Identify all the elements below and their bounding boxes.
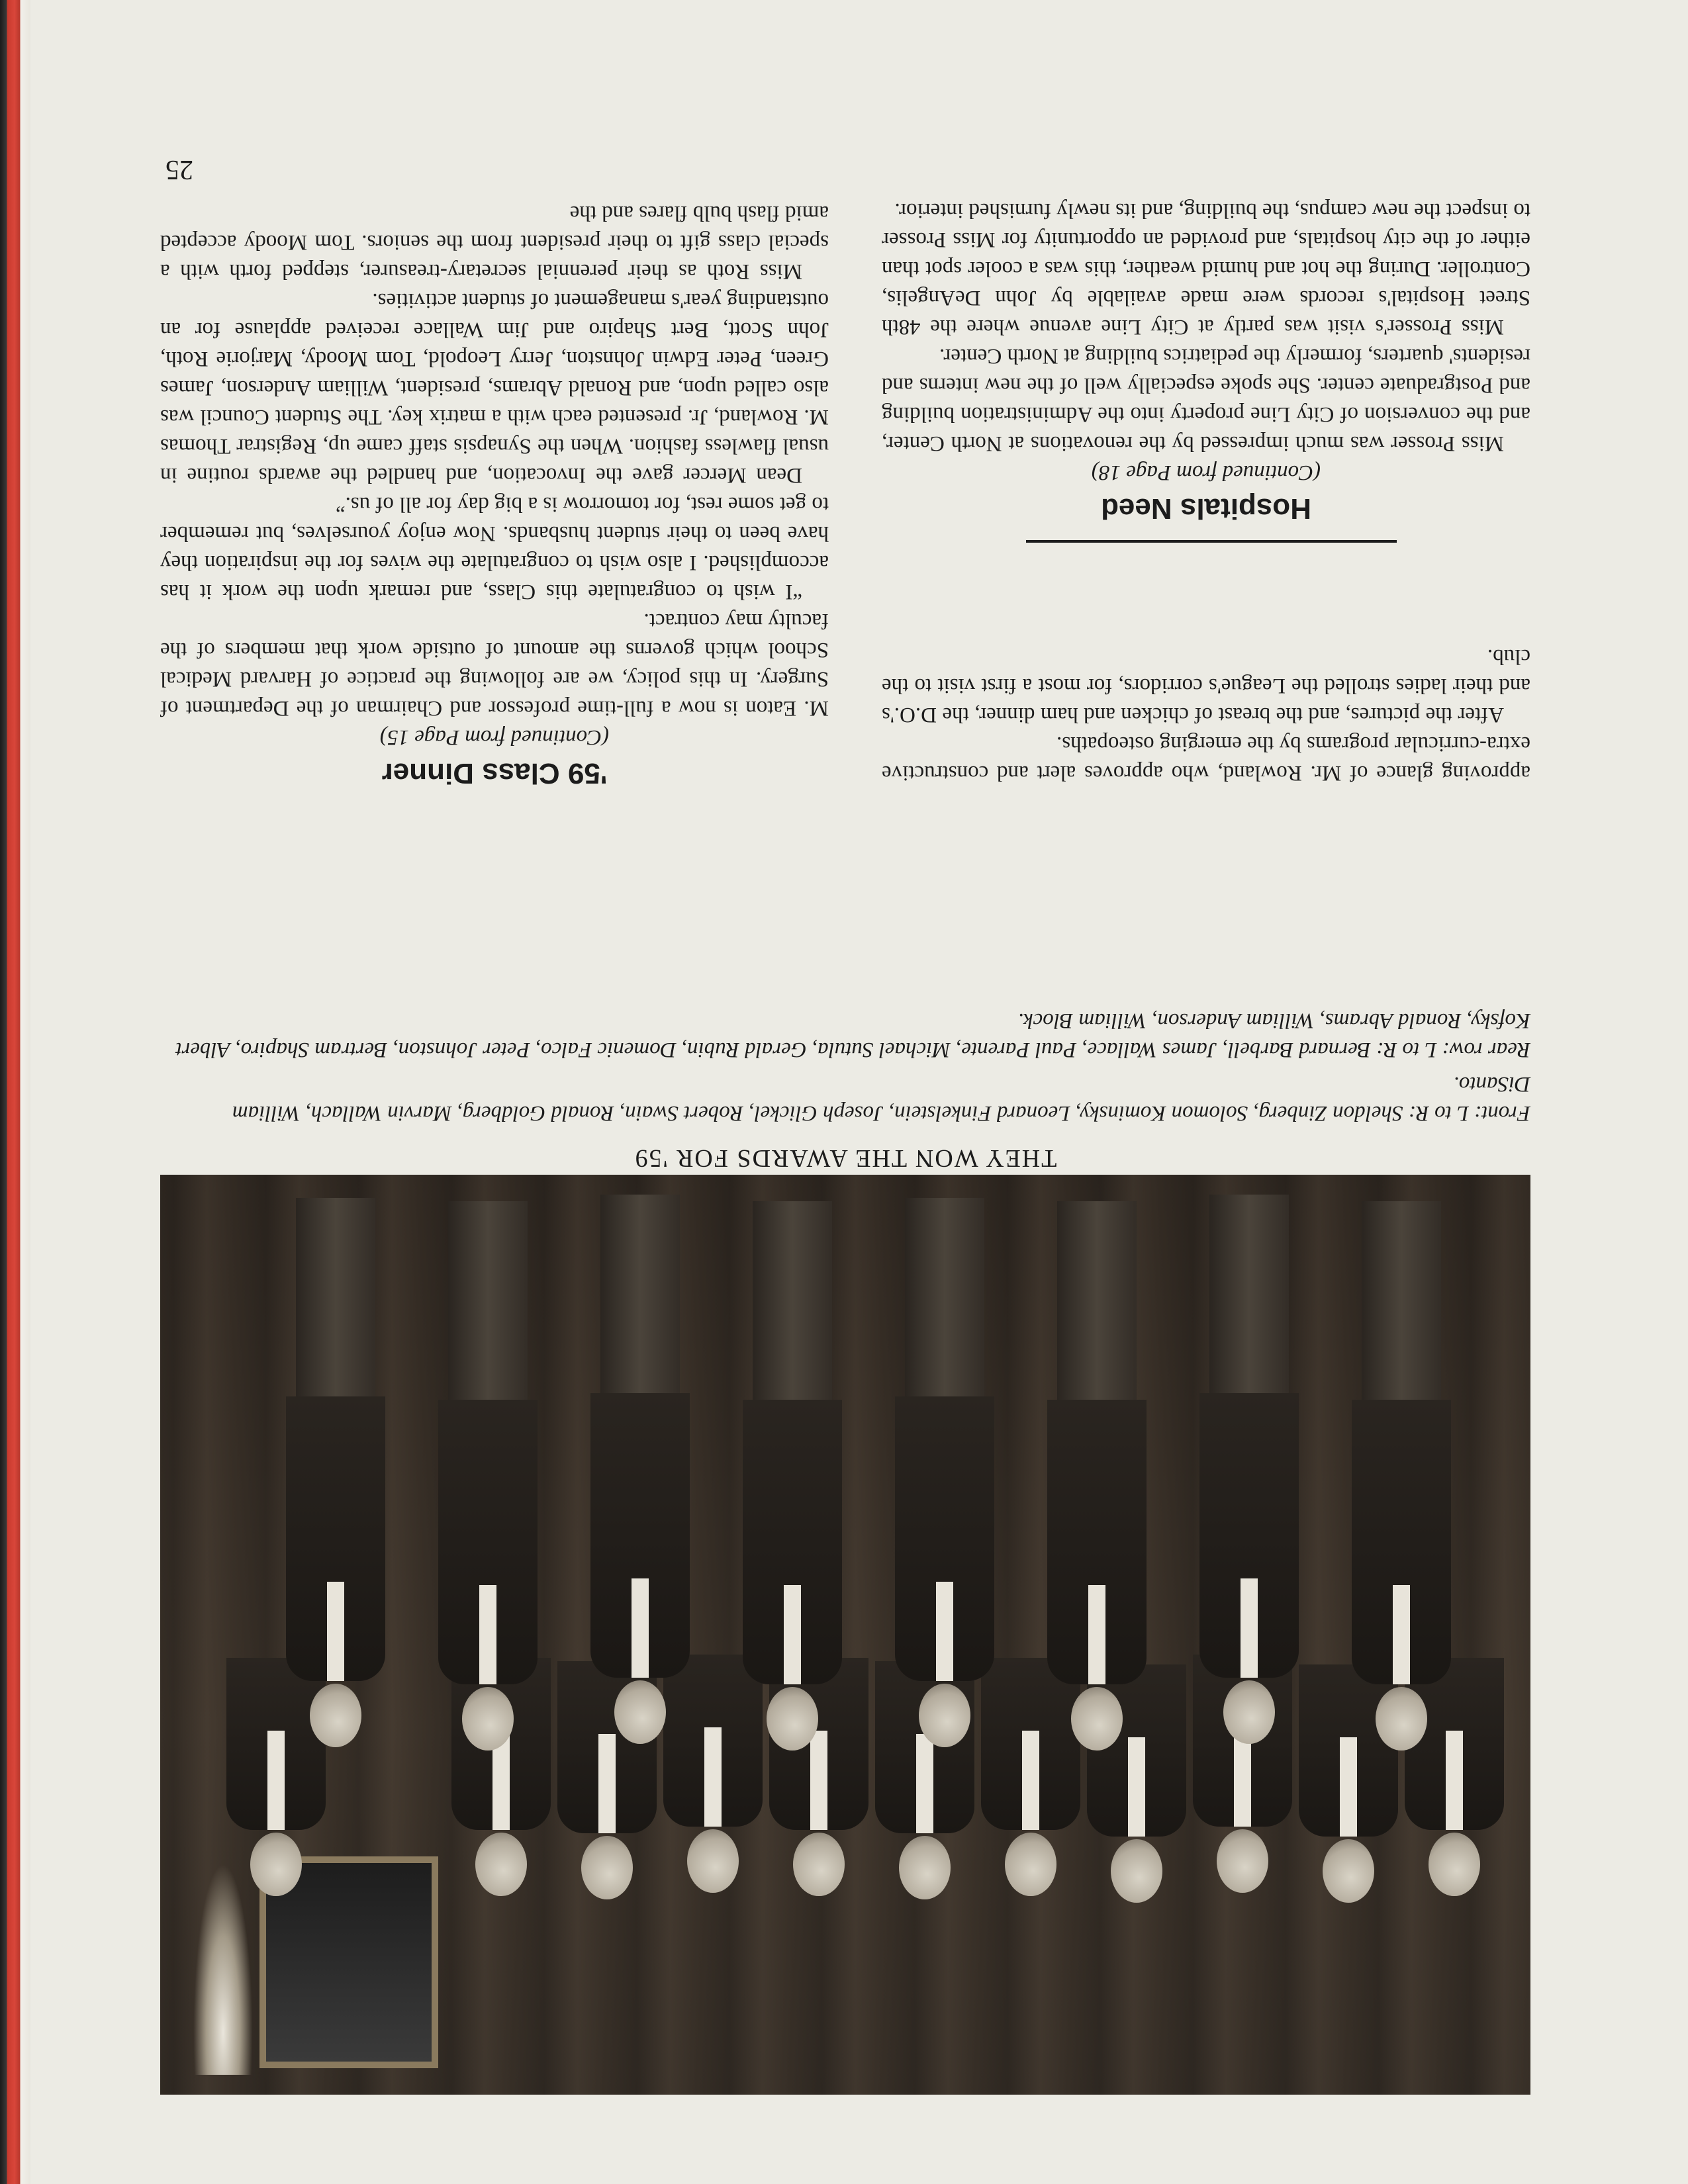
article-paragraph: M. Eaton is now a full-time professor and Chairman of the Department of Surgery. In this policy, we are following the practice of Harvard Medical School which governs the amount of outside work that members of the faculty may contract. [160, 609, 829, 720]
article-paragraph: Miss Prosser was much impressed by the renovations at North Center, and the conversion of City Line property into the Administration building and Postgraduate center. She spoke especially well of the new interns and residents' quarters, formerly the pediatrics building at North Center. [882, 344, 1530, 455]
left-column [882, 642, 1530, 788]
photo-person [438, 1201, 538, 1751]
article-paragraph: approving glance of Mr. Rowland, who approves alert and constructive extra-curricular programs by the emerging osteopaths. [882, 732, 1530, 785]
section-divider [1026, 540, 1397, 543]
article-paragraph: Miss Prosser's visit was partly at City Line avenue where the 48th Street Hospital's records were made available by John DeAngelis, Controller. During the hot and humid weather, this was a cooler spot than either of the city hospitals, and provided an opportunity for Miss Prosser to inspect the new campus, the building, and its newly furnished interior. [882, 199, 1530, 339]
class-dinner-article [160, 199, 829, 788]
photo-person [286, 1198, 385, 1747]
caption-title: THEY WON THE AWARDS FOR '59 [633, 1144, 1057, 1172]
hospitals-need-article [882, 196, 1530, 523]
group-photograph [160, 1175, 1530, 2095]
class-dinner-continued: (Continued from Page 15) [379, 725, 610, 749]
photo-person [1199, 1195, 1299, 1744]
page-number: 25 [165, 154, 193, 185]
article-paragraph: After the pictures, and the breast of chicken and ham dinner, the D.O.'s and their ladies strolled the League's corridors, for most a first visit to the club. [882, 645, 1530, 727]
caption-rear-row: Rear row: L to R: Bernard Barbell, James Wallace, Paul Parente, Michael Sutula, Gerald Rubin, Domenic Falco, Peter Johnston, Bertram Shapiro, Albert Kofsky, Ronald Abrams, William Anderson, William Block. [175, 1009, 1530, 1062]
article-paragraph: “I wish to congratulate this Class, and remark upon the work it has accomplished. I also wish to congratulate the wives for the inspiration they have been to their student husbands. Now enjoy yourselves, but remember to get some rest, for tomorrow is a big day for all of us.” [160, 492, 829, 604]
caption-front-row: Front: L to R: Sheldon Zinberg, Solomon Kominsky, Leonard Finkelstein, Joseph Glickel, Robert Swain, Ronald Goldberg, Marvin Wallach, William DiSanto. [232, 1072, 1530, 1125]
photo-person [1047, 1201, 1147, 1751]
photo-person [590, 1195, 690, 1744]
photo-person [895, 1198, 994, 1747]
photo-person [743, 1201, 842, 1751]
photo-caption [160, 1006, 1530, 1173]
photo-person [1352, 1201, 1451, 1751]
class-dinner-heading: '59 Class Dinner [381, 757, 608, 790]
hospitals-need-heading: Hospitals Need [1101, 492, 1311, 525]
article-paragraph: Dean Mercer gave the Invocation, and handled the awards routine in usual flawless fashion. When the Synapsis staff came up, Registrar Thomas M. Rowland, Jr. presented each with a matrix key. The Student Council was also called upon, and Ronald Abrams, president, William Anderson, James Green, Peter Edwin Johnston, Jerry Leopold, Tom Moody, Marjorie Roth, John Scott, Bert Shapiro and Jim Wallace received applause for an outstanding year's management of student activities. [160, 289, 829, 487]
hospitals-need-continued: (Continued from Page 18) [1091, 461, 1321, 484]
article-paragraph: Miss Roth as their perennial secretary-treasurer, stepped forth with a special class gift to their president from the seniors. Tom Moody accepted amid flash bulb flares and the [160, 201, 829, 283]
